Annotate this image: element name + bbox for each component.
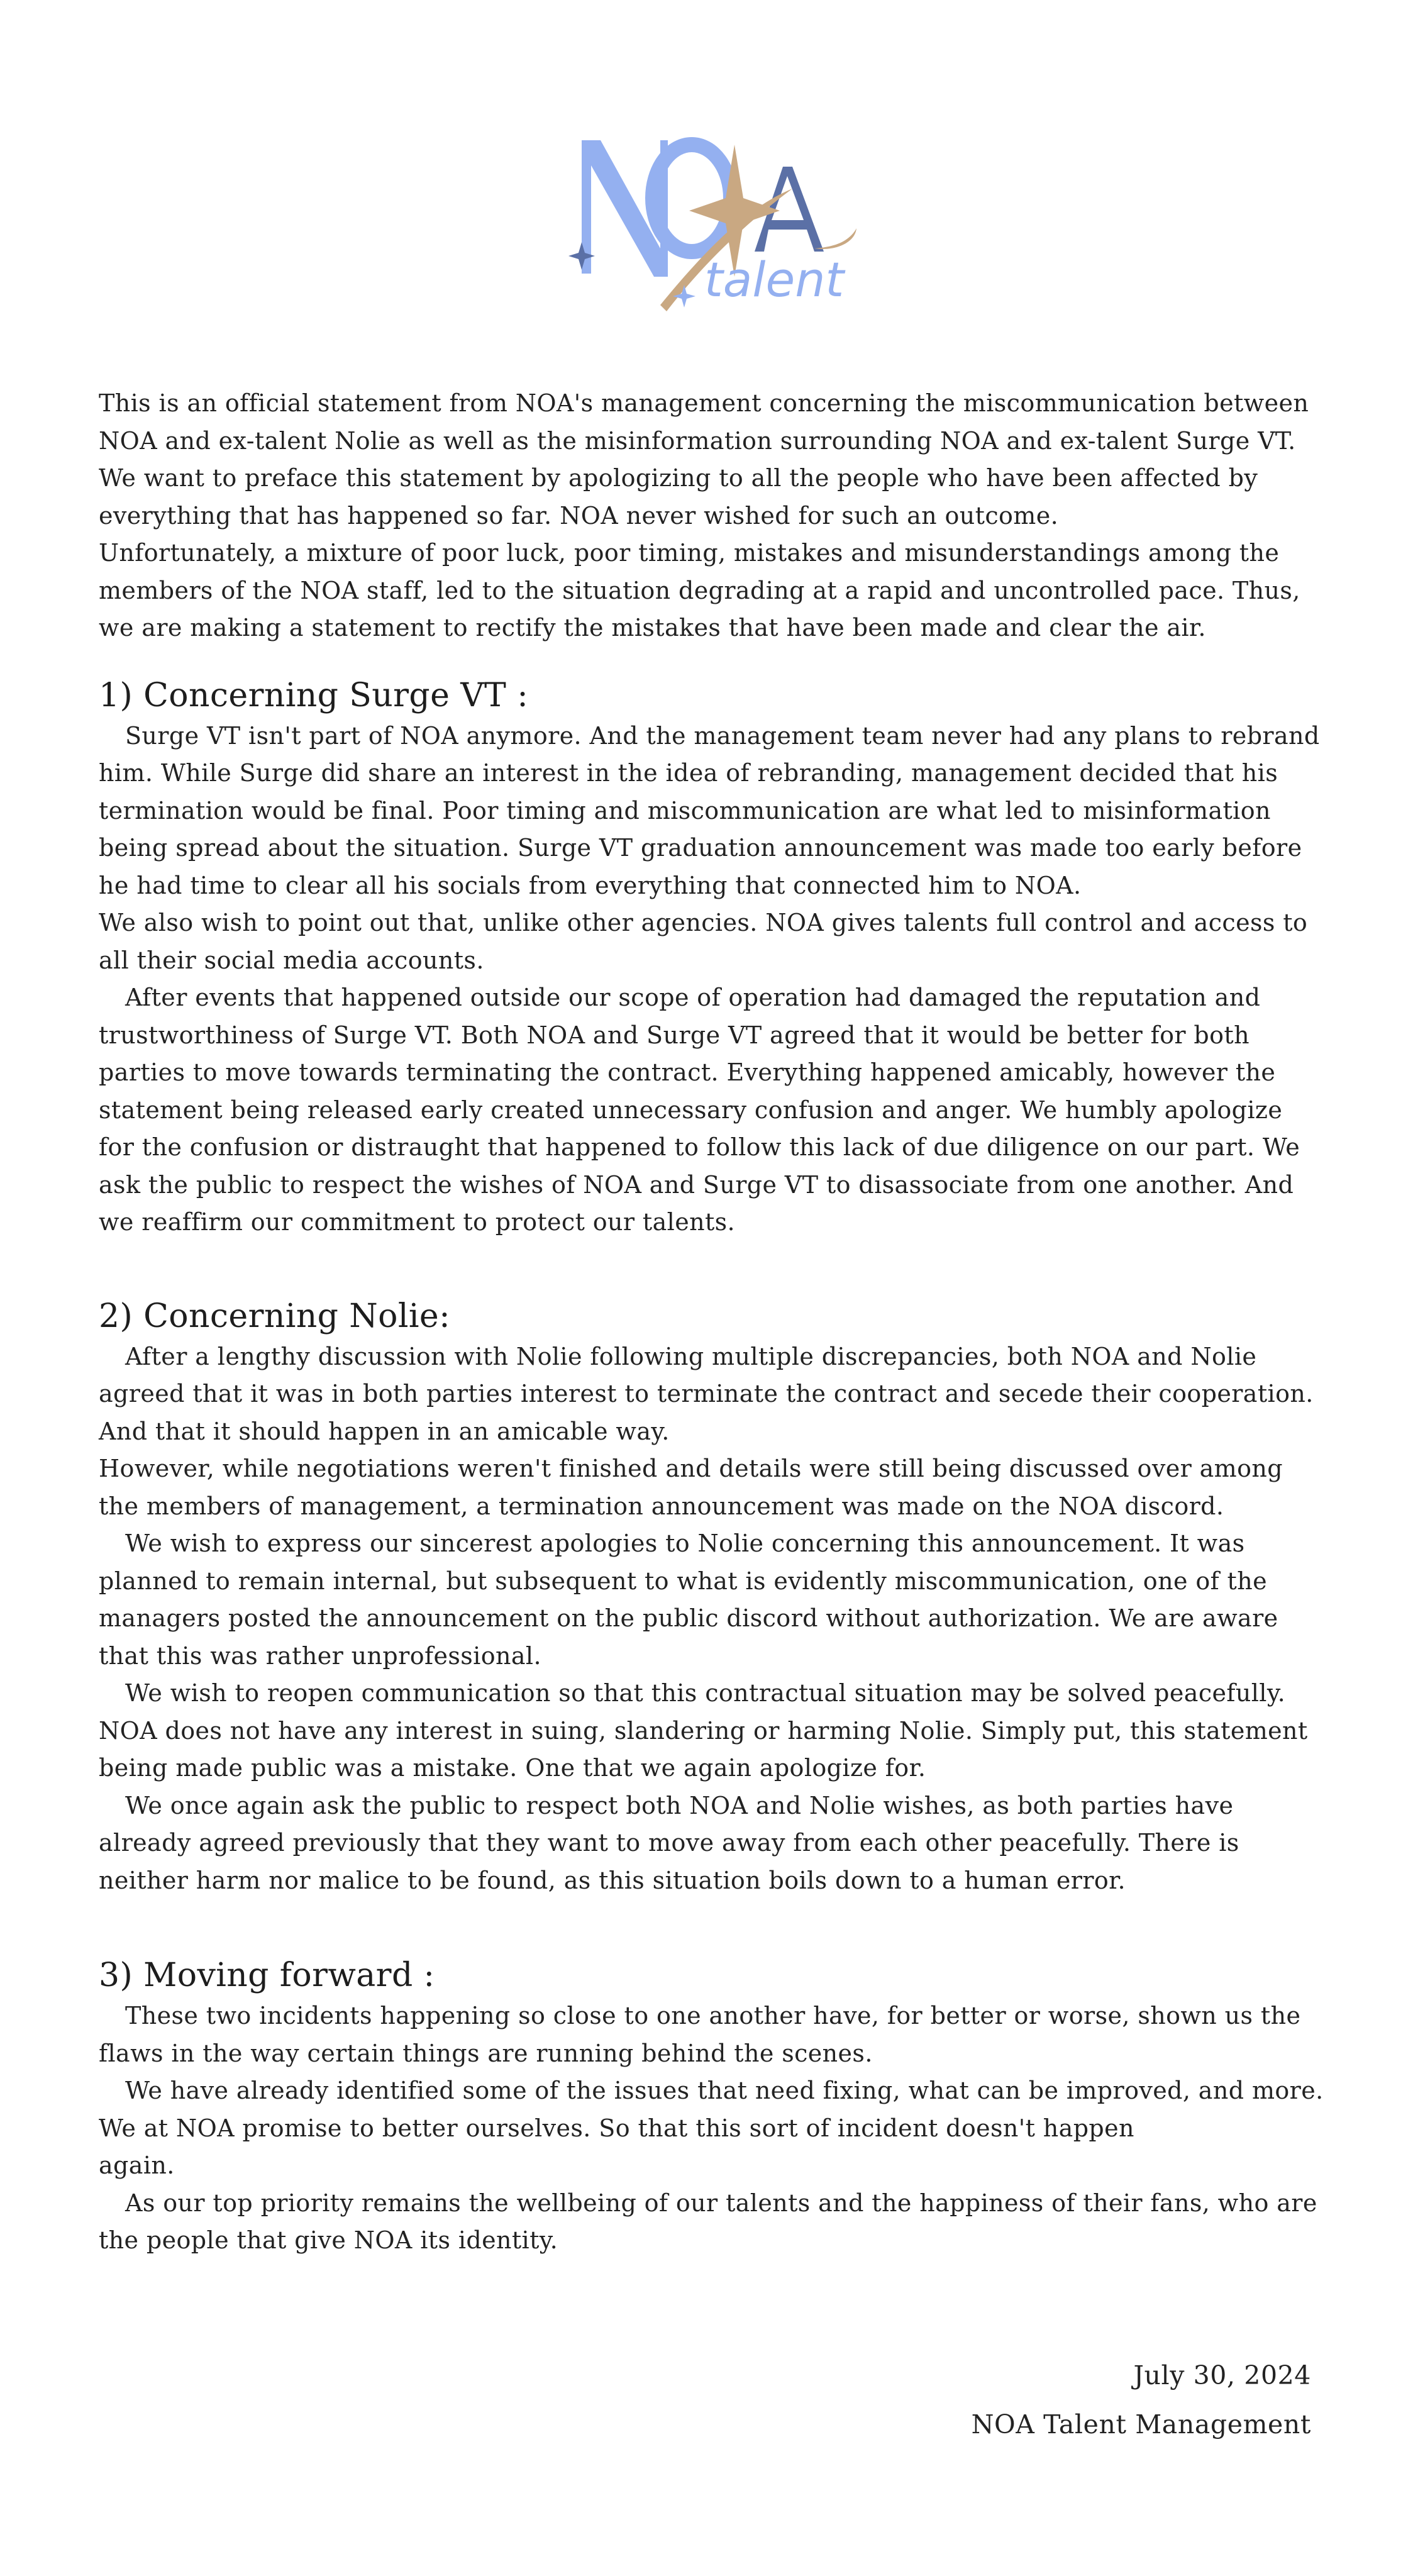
signature-org: NOA Talent Management — [971, 2409, 1311, 2440]
section3-paragraph-1: These two incidents happening so close to one another have, for better or worse, shown us the flaws in the way certain things are running behind the scenes. — [99, 2002, 1301, 2067]
intro-paragraph-1: This is an official statement from NOA's management concerning the miscommunication between NOA and ex-talent Nolie as well as the misinformation surrounding NOA and ex-talent Surge VT. We want to preface this statement by apologizing to all the people who have been affected by everything that has happened so far. NOA never wished for such an outcome. — [99, 389, 1309, 530]
section1-paragraph-3: After events that happened outside our scope of operation had damaged the reputation and trustworthiness of Surge VT. Both NOA and Surge VT agreed that it would be better for both parties to move towards terminating the contract. Everything happened amicably, however the statement being released early created unnecessary confusion and anger. We humbly apologize for the confusion or distraught that happened to follow this lack of due diligence on our part. We ask the public to respect the wishes of NOA and Surge VT to disassociate from one another. And we reaffirm our commitment to protect our talents. — [99, 984, 1300, 1236]
section-heading-surge: 1) Concerning Surge VT : — [99, 676, 529, 714]
statement-body — [99, 385, 1325, 2260]
section-heading-moving-forward: 3) Moving forward : — [99, 1957, 435, 1994]
noa-talent-logo — [566, 123, 862, 324]
section3-paragraph-4: As our top priority remains the wellbeing of our talents and the happiness of their fans, who are the people that give NOA its identity. — [99, 2189, 1317, 2254]
logo-tagline: talent — [704, 252, 845, 308]
section2-paragraph-1: After a lengthy discussion with Nolie following multiple discrepancies, both NOA and Nolie agreed that it was in both parties interest to terminate the contract and secede their cooperation. And that it should happen in an amicable way. — [99, 1342, 1314, 1445]
section1-paragraph-2: We also wish to point out that, unlike other agencies. NOA gives talents full control and access to all their social media accounts. — [99, 909, 1308, 974]
signature-block — [972, 2351, 1311, 2449]
section1-paragraph-1: Surge VT isn't part of NOA anymore. And the management team never had any plans to rebrand him. While Surge did share an interest in the idea of rebranding, management decided that his termination would be final. Poor timing and miscommunication are what led to misinformation being spread about the situation. Surge VT graduation announcement was made too early before he had time to clear all his socials from everything that connected him to NOA. — [99, 721, 1320, 899]
section3-paragraph-2: We have already identified some of the issues that need fixing, what can be improved, and more. We at NOA promise to better ourselves. So that this sort of incident doesn't happen — [99, 2077, 1324, 2142]
section2-paragraph-5: We once again ask the public to respect both NOA and Nolie wishes, as both parties have already agreed previously that they want to move away from each other peacefully. There is neither harm nor malice to be found, as this situation boils down to a human error. — [99, 1791, 1239, 1894]
section3-paragraph-3: again. — [99, 2151, 175, 2179]
intro-paragraph-2: Unfortunately, a mixture of poor luck, poor timing, mistakes and misunderstandings among the members of the NOA staff, led to the situation degrading at a rapid and uncontrolled pace. Thus, we are making a statement to rectify the mistakes that have been made and clear the air. — [99, 539, 1300, 641]
section2-paragraph-4: We wish to reopen communication so that this contractual situation may be solved peacefully. NOA does not have any interest in suing, slandering or harming Nolie. Simply put, this statement being made public was a mistake. One that we again apologize for. — [99, 1679, 1308, 1782]
section2-paragraph-3: We wish to express our sincerest apologies to Nolie concerning this announcement. It was planned to remain internal, but subsequent to what is evidently miscommunication, one of the managers posted the announcement on the public discord without authorization. We are aware that this was rather unprofessional. — [99, 1530, 1278, 1670]
statement-date: July 30, 2024 — [1133, 2360, 1311, 2390]
section-heading-nolie: 2) Concerning Nolie: — [99, 1297, 451, 1335]
section2-paragraph-2: However, while negotiations weren't finished and details were still being discussed over among the members of management, a termination announcement was made on the NOA discord. — [99, 1455, 1283, 1520]
